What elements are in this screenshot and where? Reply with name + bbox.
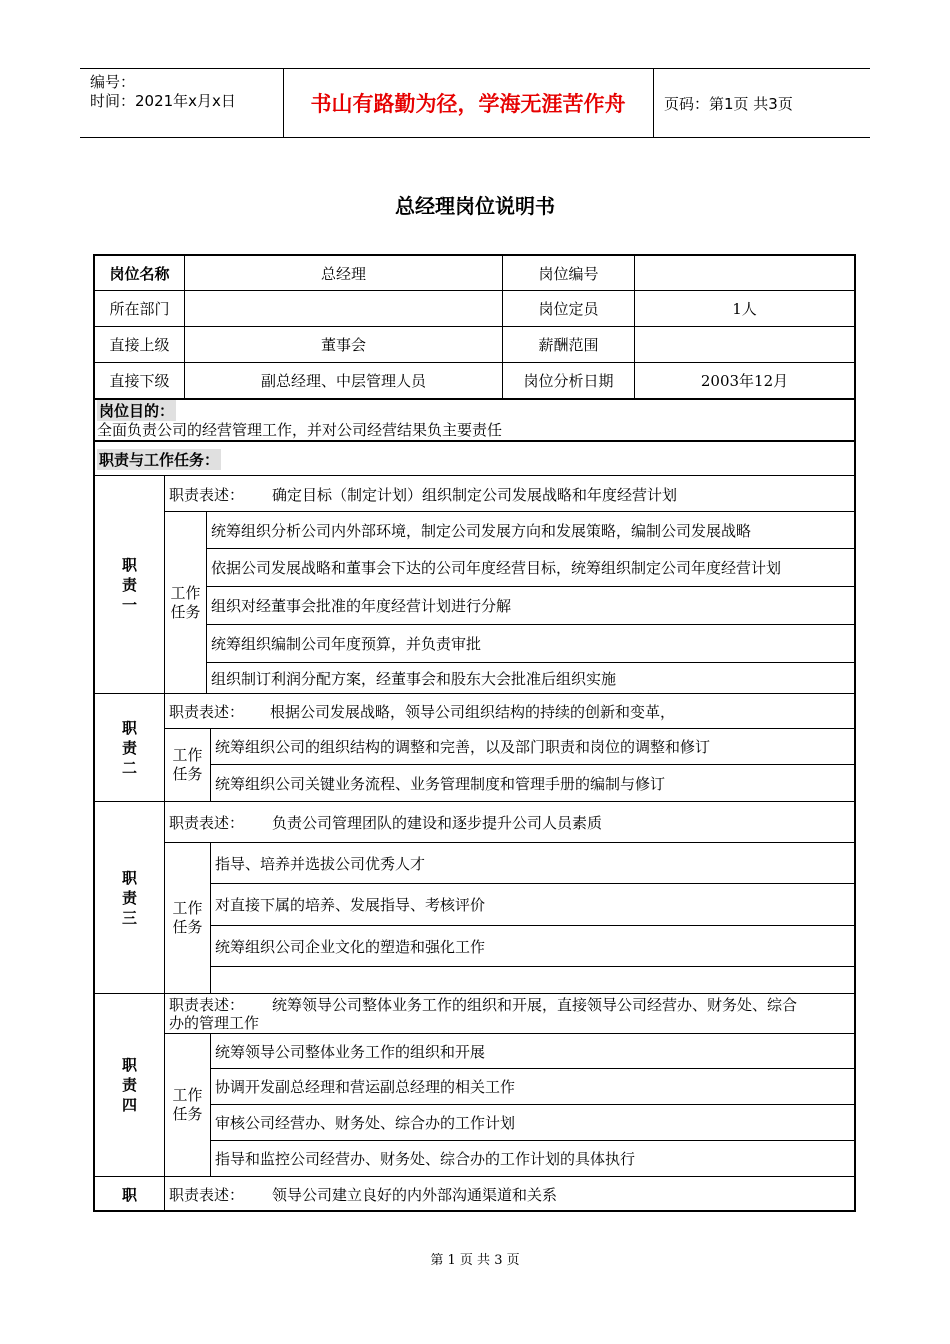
subordinate-label: 直接下级 — [109, 372, 170, 390]
subordinate-value: 副总经理、中层管理人员 — [260, 372, 426, 390]
duty-2-task-2: 统筹组织公司关键业务流程、业务管理制度和管理手册的编制与修订 — [215, 774, 666, 793]
position-name-label: 岗位名称 — [109, 264, 170, 283]
duty-3-task-label: 工作 任务 — [172, 899, 203, 936]
document-title: 总经理岗位说明书 — [395, 194, 555, 218]
doc-number-label: 编号： — [90, 73, 136, 91]
salary-value — [635, 327, 854, 362]
salary-label: 薪酬范围 — [538, 336, 599, 354]
duty-3-task-3: 统筹组织公司企业文化的塑造和强化工作 — [215, 937, 486, 956]
grid-line — [210, 1034, 211, 1176]
duty-4-label: 职 责 四 — [121, 1056, 137, 1114]
duty-3-task-2: 对直接下属的培养、发展指导、考核评价 — [215, 896, 486, 914]
headcount-label: 岗位定员 — [538, 300, 599, 318]
duty-1-label: 职 责 一 — [121, 555, 137, 614]
page-footer: 第 1 页 共 3 页 — [430, 1253, 520, 1268]
grid-line — [206, 512, 207, 693]
header-page-number: 页码：第1页 共3页 — [664, 94, 793, 113]
duty-1-task-5: 组织制订利润分配方案，经董事会和股东大会批准后组织实施 — [211, 669, 617, 688]
purpose-label: 岗位目的： — [99, 401, 175, 420]
duty-4-task-3: 审核公司经营办、财务处、综合办的工作计划 — [215, 1114, 516, 1132]
grid-line — [210, 843, 211, 993]
header-motto: 书山有路勤为径，学海无涯苦作舟 — [310, 92, 626, 116]
duty-1-task-label: 工作 任务 — [170, 583, 201, 621]
position-name-value: 总经理 — [320, 264, 366, 283]
duties-section-label: 职责与工作任务： — [99, 450, 220, 469]
duty-4-statement: 职责表述： 统筹领导公司整体业务工作的组织和开展，直接领导公司经营办、财务处、综合 办的管理工作 — [169, 996, 798, 1032]
date-label: 时间：2021年x月x日 — [90, 92, 236, 110]
superior-value: 董事会 — [320, 336, 366, 354]
grid-line — [211, 966, 854, 967]
header-divider — [653, 69, 654, 137]
duty-3-statement: 职责表述： 负责公司管理团队的建设和逐步提升公司人员素质 — [169, 813, 603, 832]
duty-1-statement: 职责表述： 确定目标（制定计划）组织制定公司发展战略和年度经营计划 — [169, 485, 678, 504]
purpose-text: 全面负责公司的经营管理工作，并对公司经营结果负主要责任 — [97, 420, 503, 439]
analysis-date-value: 2003年12月 — [700, 372, 789, 390]
duty-5-label: 职 — [121, 1185, 137, 1204]
headcount-value: 1人 — [732, 300, 757, 318]
position-code-value — [635, 256, 854, 290]
grid-line — [210, 729, 211, 801]
grid-line — [95, 993, 854, 994]
duty-2-task-1: 统筹组织公司的组织结构的调整和完善，以及部门职责和岗位的调整和修订 — [215, 738, 711, 756]
duty-5-statement: 职责表述： 领导公司建立良好的内外部沟通渠道和关系 — [169, 1186, 558, 1204]
dept-label: 所在部门 — [109, 300, 170, 318]
dept-value — [185, 291, 502, 326]
duty-3-task-1: 指导、培养并选拔公司优秀人才 — [215, 854, 426, 873]
duty-4-task-label: 工作 任务 — [172, 1086, 203, 1123]
grid-line — [95, 398, 854, 400]
header-meta — [90, 73, 236, 111]
duty-4-task-1: 统筹领导公司整体业务工作的组织和开展 — [215, 1042, 486, 1061]
duty-2-task-label: 工作 任务 — [172, 746, 203, 783]
page-header — [80, 68, 870, 138]
duty-1-task-4: 统筹组织编制公司年度预算，并负责审批 — [211, 635, 482, 653]
superior-label: 直接上级 — [109, 336, 170, 354]
duty-2-statement: 职责表述： 根据公司发展战略，领导公司组织结构的持续的创新和变革， — [169, 702, 676, 721]
duty-2-label: 职 责 二 — [121, 718, 137, 777]
position-code-label: 岗位编号 — [538, 264, 599, 283]
job-description-table — [93, 254, 856, 1212]
duty-1-task-1: 统筹组织分析公司内外部环境，制定公司发展方向和发展策略，编制公司发展战略 — [211, 521, 752, 540]
duty-4-task-4: 指导和监控公司经营办、财务处、综合办的工作计划的具体执行 — [215, 1150, 636, 1168]
duty-1-task-2: 依据公司发展战略和董事会下达的公司年度经营目标，统筹组织制定公司年度经营计划 — [211, 558, 782, 577]
analysis-date-label: 岗位分析日期 — [523, 372, 614, 390]
duty-4-task-2: 协调开发副总经理和营运副总经理的相关工作 — [215, 1078, 516, 1096]
duty-1-task-3: 组织对经董事会批准的年度经营计划进行分解 — [211, 597, 512, 615]
duty-3-label: 职 责 三 — [121, 868, 137, 927]
